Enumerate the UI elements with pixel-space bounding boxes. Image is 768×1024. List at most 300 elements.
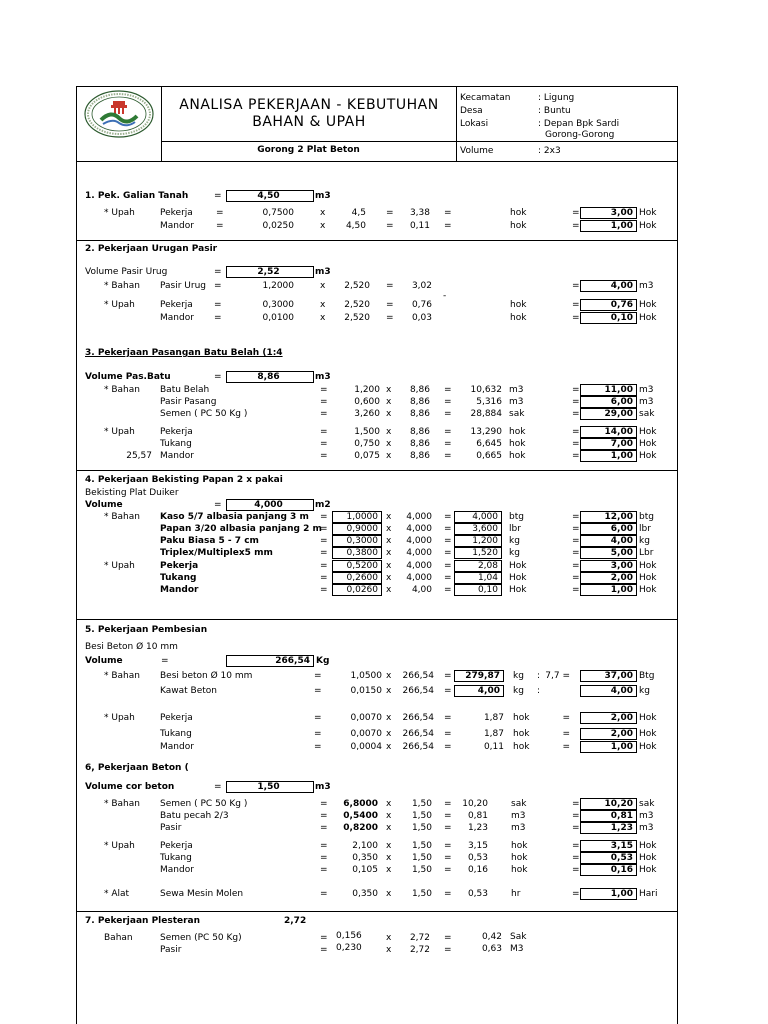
row-times: x — [320, 208, 326, 218]
row-eq: = — [572, 313, 580, 323]
row-total-unit: Lbr — [639, 548, 654, 558]
row-result: 10,20 — [462, 799, 488, 809]
row-eq: = — [320, 536, 328, 546]
row-eq: = — [572, 853, 580, 863]
row-eq: = — [572, 300, 580, 310]
eq-sign: = — [161, 656, 169, 666]
row-result-unit: Sak — [510, 932, 527, 942]
row-item: Tukang — [160, 853, 192, 863]
row-eq: = — [444, 933, 452, 943]
row-volume: 8,86 — [409, 409, 430, 419]
row-coef: 0,0070 — [350, 729, 382, 739]
row-result-unit: Hok — [509, 585, 527, 595]
row-item: Pekerja — [160, 208, 193, 218]
row-eq: = — [572, 889, 580, 899]
row-eq: = — [572, 385, 580, 395]
row-coef: 0,8200 — [343, 823, 378, 833]
row-times: x — [386, 841, 392, 851]
row-item: Pasir Pasang — [160, 397, 217, 407]
row-coef-box: 0,3000 — [332, 535, 382, 547]
volume-label: Volume Pas.Batu — [85, 372, 171, 382]
row-result-unit: hok — [513, 729, 530, 739]
row-total-unit: Btg — [639, 671, 655, 681]
row-times: x — [386, 823, 392, 833]
row-eq: = — [444, 524, 452, 534]
row-eq: = — [572, 208, 580, 218]
row-eq: = — [572, 865, 580, 875]
row-colon: : — [537, 671, 541, 681]
row-total-unit: Hok — [639, 573, 657, 583]
row-total-box: 4,00 — [580, 535, 637, 547]
row-total-box: 1,00 — [580, 220, 637, 232]
row-item: Papan 3/20 albasia panjang 2 m — [160, 524, 322, 534]
row-result: 3,15 — [467, 841, 488, 851]
row-item: Pekerja — [160, 713, 193, 723]
row-total-box: 0,16 — [580, 864, 637, 876]
row-result: 28,884 — [470, 409, 502, 419]
frame-right-border — [677, 86, 678, 1024]
row-result-unit: hr — [511, 889, 521, 899]
row-volume: 1,50 — [411, 811, 432, 821]
row-total-box: 1,00 — [580, 741, 637, 753]
row-category: * Upah — [104, 561, 135, 571]
section-heading: 7. Pekerjaan Plesteran — [85, 916, 201, 926]
row-total-box: 37,00 — [580, 670, 637, 682]
row-category: * Bahan — [104, 281, 140, 291]
row-category: * Bahan — [104, 671, 140, 681]
row-volume: 266,54 — [402, 713, 434, 723]
row-volume: 4,000 — [406, 524, 432, 534]
row-result: 5,316 — [476, 397, 502, 407]
row-item: Pekerja — [160, 561, 199, 571]
row-total-box: 0,10 — [580, 312, 637, 324]
row-result-unit: kg — [509, 536, 520, 546]
row-eq: = — [320, 409, 328, 419]
row-times: x — [320, 221, 326, 231]
row-eq: = — [444, 823, 452, 833]
frame-top-border — [76, 86, 677, 87]
row-volume: 2,72 — [409, 945, 430, 955]
subtitle-rule — [161, 141, 677, 142]
row-total-box: 1,00 — [580, 450, 637, 462]
volume-box: 4,000 — [226, 499, 314, 511]
row-result: 0,03 — [411, 313, 432, 323]
row-item: Paku Biasa 5 - 7 cm — [160, 536, 259, 546]
row-eq: = — [444, 573, 452, 583]
row-volume: 4,000 — [406, 561, 432, 571]
row-total-unit: Hok — [639, 208, 657, 218]
row-eq: = — [320, 945, 328, 955]
section-subheading: Bekisting Plat Duiker — [85, 488, 179, 498]
row-eq: = — [386, 313, 394, 323]
row-total-box: 3,00 — [580, 560, 637, 572]
row-volume: 1,50 — [411, 799, 432, 809]
row-item: Pasir — [160, 945, 182, 955]
row-result: 0,665 — [476, 451, 502, 461]
row-coef: 0,5400 — [343, 811, 378, 821]
section-rule — [76, 619, 677, 620]
section-volume: 2,72 — [284, 916, 307, 926]
row-eq: = — [572, 561, 580, 571]
info-divider — [456, 86, 457, 161]
row-result: 0,11 — [409, 221, 430, 231]
row-total-unit: lbr — [639, 524, 651, 534]
row-eq: = — [314, 729, 322, 739]
row-result-box: 1,200 — [454, 535, 502, 547]
volume-label: Volume Pasir Urug — [85, 267, 168, 277]
row-times: x — [386, 409, 392, 419]
row-eq: = — [572, 221, 580, 231]
row-category: * Bahan — [104, 799, 140, 809]
row-eq: = — [314, 686, 322, 696]
row-coef: 0,600 — [354, 397, 380, 407]
row-times: x — [320, 313, 326, 323]
row-volume: 1,50 — [411, 823, 432, 833]
row-volume: 2,520 — [344, 313, 370, 323]
row-coef: 1,200 — [354, 385, 380, 395]
volume-label: Volume cor beton — [85, 782, 175, 792]
row-result-unit: btg — [509, 512, 524, 522]
row-result-unit: kg — [513, 671, 524, 681]
row-eq: = — [444, 397, 452, 407]
row-total-unit: Hok — [639, 427, 657, 437]
eq-sign: = — [214, 267, 222, 277]
row-volume: 266,54 — [402, 686, 434, 696]
row-divisor: = — [562, 713, 570, 723]
row-coef: 6,8000 — [343, 799, 378, 809]
section-rule — [76, 240, 677, 241]
row-times: x — [320, 281, 326, 291]
row-volume: 4,000 — [406, 512, 432, 522]
row-result-unit: hok — [510, 208, 527, 218]
row-times: x — [386, 524, 392, 534]
row-volume: 4,50 — [345, 221, 366, 231]
row-times: x — [386, 889, 392, 899]
eq-sign: = — [214, 500, 222, 510]
volume-unit: m3 — [315, 191, 331, 201]
info-label-kecamatan: Kecamatan — [460, 93, 511, 103]
row-eq: = — [320, 799, 328, 809]
row-eq: = — [320, 397, 328, 407]
row-coef: 0,3000 — [262, 300, 294, 310]
row-item: Pekerja — [160, 300, 193, 310]
row-result: 0,16 — [467, 865, 488, 875]
row-times: x — [386, 671, 392, 681]
row-item: Tukang — [160, 573, 197, 583]
row-times: x — [386, 573, 392, 583]
row-result-unit: m3 — [509, 385, 524, 395]
row-result-unit: hok — [510, 221, 527, 231]
row-total-unit: Hok — [639, 300, 657, 310]
row-volume: 1,50 — [411, 841, 432, 851]
row-item: Tukang — [160, 439, 192, 449]
row-eq: = — [320, 841, 328, 851]
row-item: Tukang — [160, 729, 192, 739]
row-result: 6,645 — [476, 439, 502, 449]
row-eq: = — [444, 799, 452, 809]
eq-sign: = — [214, 191, 222, 201]
row-volume: 8,86 — [409, 451, 430, 461]
row-total-unit: Hok — [639, 742, 657, 752]
row-item: Semen (PC 50 Kg) — [160, 933, 242, 943]
row-volume: 4,00 — [411, 585, 432, 595]
row-eq: = — [320, 427, 328, 437]
row-eq: = — [444, 385, 452, 395]
info-value-lokasi-2: Gorong-Gorong — [545, 130, 615, 140]
row-times: x — [386, 853, 392, 863]
row-total-box: 4,00 — [580, 685, 637, 697]
page-subtitle: Gorong 2 Plat Beton — [257, 145, 360, 155]
row-volume: 1,50 — [411, 853, 432, 863]
row-eq: = — [320, 933, 328, 943]
info-value-volume: : 2x3 — [538, 146, 561, 156]
row-result-box: 2,08 — [454, 560, 502, 572]
row-volume: 8,86 — [409, 439, 430, 449]
row-total-unit: m3 — [639, 811, 654, 821]
row-result-unit: sak — [511, 799, 527, 809]
row-times: x — [386, 742, 392, 752]
row-coef: 0,7500 — [262, 208, 294, 218]
row-times: x — [386, 713, 392, 723]
row-total-unit: Hok — [639, 561, 657, 571]
row-total-box: 1,23 — [580, 822, 637, 834]
row-eq: = — [314, 671, 322, 681]
row-result-unit: m3 — [511, 811, 526, 821]
row-result-box: 3,600 — [454, 523, 502, 535]
row-result-box: 1,04 — [454, 572, 502, 584]
row-result-unit: hok — [509, 451, 526, 461]
row-total-box: 1,00 — [580, 888, 637, 900]
row-result-unit: hok — [509, 427, 526, 437]
row-item: Kawat Beton — [160, 686, 217, 696]
row-eq: = — [572, 512, 580, 522]
eq-sign: = — [214, 372, 222, 382]
row-total-unit: Hok — [639, 585, 657, 595]
row-eq: = — [572, 548, 580, 558]
volume-unit: m3 — [315, 267, 331, 277]
info-label-lokasi: Lokasi — [460, 119, 489, 129]
row-coef-box: 0,9000 — [332, 523, 382, 535]
row-total-unit: Hok — [639, 713, 657, 723]
row-times: x — [386, 385, 392, 395]
row-eq: = — [314, 742, 322, 752]
row-result: 0,81 — [467, 811, 488, 821]
row-volume: 4,000 — [406, 548, 432, 558]
row-total-unit: Hok — [639, 313, 657, 323]
row-total-unit: btg — [639, 512, 654, 522]
row-total-box: 1,00 — [580, 584, 637, 596]
row-eq: = — [572, 397, 580, 407]
row-divisor: = — [562, 742, 570, 752]
row-result: 0,53 — [467, 853, 488, 863]
seal-icon — [83, 90, 155, 138]
row-total-unit: Hok — [639, 841, 657, 851]
row-eq: = — [572, 823, 580, 833]
row-coef-box: 0,5200 — [332, 560, 382, 572]
row-result: 3,38 — [409, 208, 430, 218]
row-item: Mandor — [160, 313, 194, 323]
row-eq: = — [444, 512, 452, 522]
section-subheading: Besi Beton Ø 10 mm — [85, 642, 178, 652]
row-eq: = — [386, 300, 394, 310]
row-total-box: 5,00 — [580, 547, 637, 559]
page-title-line1: ANALISA PEKERJAAN - KEBUTUHAN — [179, 97, 439, 113]
section-rule — [76, 911, 677, 912]
row-total-box: 10,20 — [580, 798, 637, 810]
row-volume: 8,86 — [409, 397, 430, 407]
row-eq: = — [444, 536, 452, 546]
row-eq: = — [444, 439, 452, 449]
row-coef: 0,0070 — [350, 713, 382, 723]
row-coef: 0,075 — [354, 451, 380, 461]
row-result: 10,632 — [470, 385, 502, 395]
row-coef-box: 1,0000 — [332, 511, 382, 523]
row-coef: 0,350 — [352, 889, 378, 899]
row-eq: = — [214, 281, 222, 291]
row-coef: 2,100 — [352, 841, 378, 851]
row-total-unit: m3 — [639, 397, 654, 407]
row-eq: = — [214, 313, 222, 323]
row-result: 0,63 — [481, 944, 502, 954]
row-item: Semen ( PC 50 Kg ) — [160, 409, 248, 419]
row-eq: = — [444, 729, 452, 739]
row-total-box: 2,00 — [580, 728, 637, 740]
row-volume: 4,000 — [406, 573, 432, 583]
row-total-unit: Hok — [639, 439, 657, 449]
side-value: 25,57 — [126, 451, 152, 461]
volume-label: Volume — [85, 656, 123, 666]
row-result: 1,87 — [483, 713, 504, 723]
row-total-box: 6,00 — [580, 523, 637, 535]
row-volume: 2,520 — [344, 300, 370, 310]
row-result-unit: hok — [513, 742, 530, 752]
row-divisor: 7,7 = — [545, 671, 570, 681]
row-eq: = — [572, 524, 580, 534]
row-total-box: 12,00 — [580, 511, 637, 523]
row-eq: = — [572, 799, 580, 809]
volume-box: 1,50 — [226, 781, 314, 793]
row-eq: = — [572, 841, 580, 851]
row-category: Bahan — [104, 933, 133, 943]
row-result: 0,53 — [467, 889, 488, 899]
row-eq: = — [444, 713, 452, 723]
row-total-box: 29,00 — [580, 408, 637, 420]
row-eq: = — [216, 221, 224, 231]
row-item: Mandor — [160, 221, 194, 231]
row-coef-box: 0,2600 — [332, 572, 382, 584]
row-category: * Upah — [104, 300, 135, 310]
row-times: x — [386, 512, 392, 522]
volume-unit: Kg — [316, 656, 330, 666]
row-result-box: 279,87 — [454, 670, 504, 682]
section-heading: 6, Pekerjaan Beton ( — [85, 763, 189, 773]
row-eq: = — [444, 451, 452, 461]
row-result-box: 4,00 — [454, 685, 504, 697]
row-result-unit: kg — [509, 548, 520, 558]
row-eq: = — [444, 686, 452, 696]
row-result: 0,11 — [483, 742, 504, 752]
page-title-line2: BAHAN & UPAH — [252, 114, 366, 130]
row-coef: 1,500 — [354, 427, 380, 437]
row-total-unit: m3 — [639, 385, 654, 395]
row-times: x — [386, 561, 392, 571]
section-rule — [76, 470, 677, 471]
row-volume: 266,54 — [402, 729, 434, 739]
row-item: Mandor — [160, 585, 199, 595]
row-total-unit: Hok — [639, 865, 657, 875]
volume-unit: m2 — [315, 500, 331, 510]
row-coef: 1,0500 — [350, 671, 382, 681]
row-times: x — [386, 536, 392, 546]
section-heading: 5. Pekerjaan Pembesian — [85, 625, 208, 635]
volume-box: 2,52 — [226, 266, 314, 278]
row-times: x — [386, 585, 392, 595]
row-coef-box: 0,0260 — [332, 584, 382, 596]
row-item: Pekerja — [160, 841, 193, 851]
row-result-unit: hok — [510, 313, 527, 323]
row-total-unit: m3 — [639, 823, 654, 833]
row-item: Sewa Mesin Molen — [160, 889, 244, 899]
row-item: Batu Belah — [160, 385, 210, 395]
row-eq: = — [320, 823, 328, 833]
info-value-desa: : Buntu — [538, 106, 571, 116]
row-result-unit: Hok — [509, 561, 527, 571]
info-label-desa: Desa — [460, 106, 483, 116]
row-times: x — [386, 439, 392, 449]
row-eq: = — [572, 409, 580, 419]
row-total-unit: Hari — [639, 889, 658, 899]
row-result: 3,02 — [411, 281, 432, 291]
row-result-box: 1,520 — [454, 547, 502, 559]
row-total-box: 0,76 — [580, 299, 637, 311]
row-total-box: 0,81 — [580, 810, 637, 822]
row-coef: 0,750 — [354, 439, 380, 449]
row-eq: = — [572, 451, 580, 461]
dash-mark: - — [443, 291, 447, 301]
row-eq: = — [320, 865, 328, 875]
row-coef: 0,0004 — [350, 742, 382, 752]
row-volume: 2,520 — [344, 281, 370, 291]
row-eq: = — [320, 524, 328, 534]
row-times: x — [386, 729, 392, 739]
section-heading: 3. Pekerjaan Pasangan Batu Belah (1:4 — [85, 348, 283, 358]
row-times: x — [386, 427, 392, 437]
row-times: x — [386, 865, 392, 875]
row-eq: = — [444, 585, 452, 595]
row-total-unit: m3 — [639, 281, 654, 291]
row-eq: = — [572, 811, 580, 821]
row-times: x — [386, 548, 392, 558]
row-result-unit: m3 — [509, 397, 524, 407]
row-eq: = — [444, 208, 452, 218]
row-eq: = — [572, 573, 580, 583]
row-result-box: 0,10 — [454, 584, 502, 596]
row-coef: 0,156 — [336, 931, 362, 941]
row-total-unit: kg — [639, 686, 650, 696]
row-category: * Upah — [104, 841, 135, 851]
row-total-box: 2,00 — [580, 712, 637, 724]
row-eq: = — [444, 841, 452, 851]
row-total-unit: kg — [639, 536, 650, 546]
row-item: Besi beton Ø 10 mm — [160, 671, 253, 681]
row-total-box: 0,53 — [580, 852, 637, 864]
row-total-unit: sak — [639, 409, 655, 419]
row-item: Pasir Urug — [160, 281, 206, 291]
row-coef: 0,0100 — [262, 313, 294, 323]
row-eq: = — [572, 427, 580, 437]
row-eq: = — [444, 548, 452, 558]
row-total-box: 3,00 — [580, 207, 637, 219]
